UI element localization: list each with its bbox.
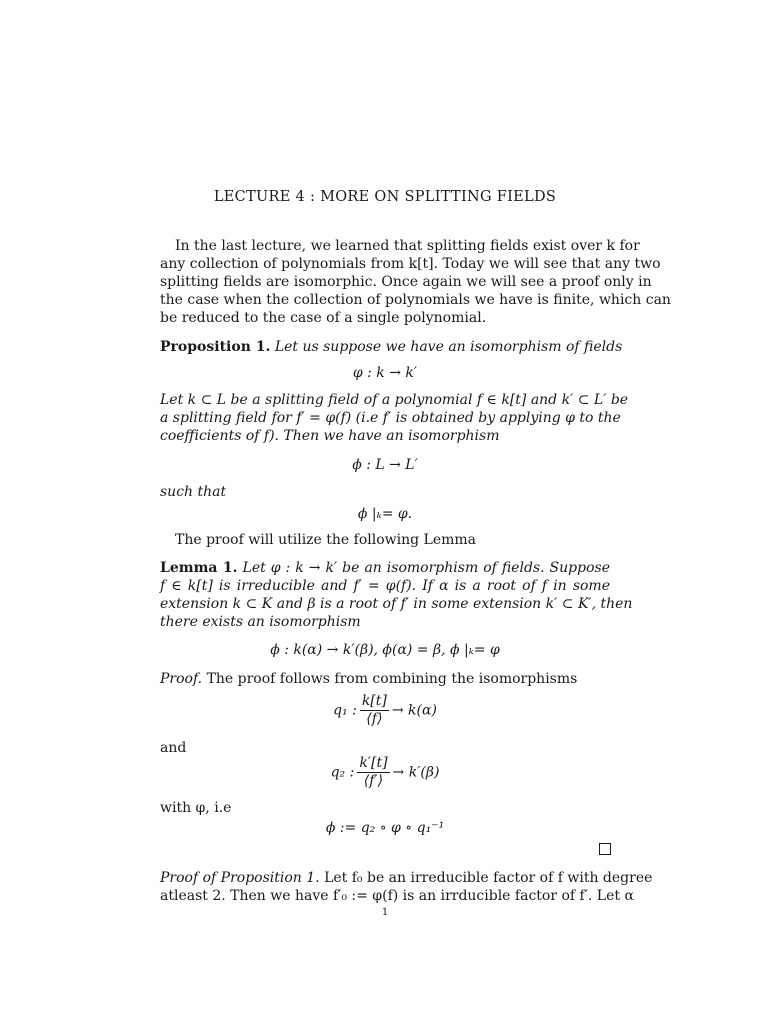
proposition-body	[160, 391, 629, 445]
proposition-1-heading	[160, 338, 623, 356]
proposition-text: Let us suppose we have an isomorphism of fields	[274, 339, 623, 355]
lemma-line: f ∈ k[t] is irreducible and f′ = φ(f). If α is a root of f in some	[160, 578, 610, 594]
equation-restriction: ϕ |ₖ= φ.	[357, 506, 413, 522]
proof-start: Proof. The proof follows from combining the isomorphisms	[160, 671, 578, 687]
equation-lemma: ϕ : k(α) → k′(β), ϕ(α) = β, ϕ |ₖ= φ	[270, 642, 500, 658]
equation-composition: ϕ := q₂ ∘ φ ∘ q₁⁻¹	[325, 820, 445, 836]
such-that: such that	[160, 484, 227, 500]
lemma-line: extension k ⊂ K and β is a root of f′ in some extension k′ ⊂ K′, then	[160, 596, 633, 612]
intro-line: be reduced to the case of a single polynomial.	[160, 310, 487, 326]
equation-varphi: ϕ : L → L′	[352, 457, 418, 473]
proposition-line: Let k ⊂ L be a splitting field of a polynomial f ∈ k[t] and k′ ⊂ L′ be	[160, 392, 629, 408]
with-text: with φ, i.e	[160, 800, 232, 816]
intro-line: In the last lecture, we learned that splitting fields exist over k for	[175, 238, 640, 254]
equation-q1: q₁ : $\frac{k[t]}{⟨f⟩}$ → k(α)	[333, 693, 437, 727]
intro-line: any collection of polynomials from k[t]. Today we will see that any two	[160, 256, 661, 272]
proof-label: Proof.	[160, 671, 203, 687]
proof-of-proposition-label: Proof of Proposition 1.	[160, 870, 320, 886]
and-text: and	[160, 740, 187, 756]
page-title: LECTURE 4 : MORE ON SPLITTING FIELDS	[213, 189, 557, 205]
proposition-line: coefficients of f). Then we have an isomorphism	[160, 428, 500, 444]
lemma-1: Lemma 1. Let φ : k → k′ be an isomorphism of fields. Suppose f ∈ k[t] is irreducible and f′ = φ(f). If α is a root of f in some extension k ⊂ K and β is a root of f′ in some extension k′ ⊂ K′, then there exists an isomorphism	[160, 560, 633, 630]
proof-of-proposition: Proof of Proposition 1. Let f₀ be an irreducible factor of f with degree atleast 2. Then we have f′₀ := φ(f) is an irrducible factor of f′. Let α	[160, 870, 653, 904]
paper-page	[160, 0, 671, 1024]
intro-line: the case when the collection of polynomials we have is finite, which can	[160, 292, 671, 308]
qed-square-icon	[599, 843, 611, 855]
intro-line: splitting fields are isomorphic. Once again we will see a proof only in	[160, 274, 652, 290]
lemma-line: there exists an isomorphism	[160, 614, 361, 630]
proposition-line: a splitting field for f′ = φ(f) (i.e f′ is obtained by applying φ to the	[160, 410, 621, 426]
equation-phi: φ : k → k′	[352, 365, 418, 381]
lemma-label: Lemma 1.	[160, 560, 238, 576]
lemma-intro: The proof will utilize the following Lemma	[175, 532, 477, 548]
page-number: 1	[381, 907, 389, 918]
intro-paragraph	[160, 237, 671, 327]
equation-q2: q₂ : $\frac{k'[t]}{⟨f'⟩}$ → k′(β)	[330, 755, 440, 789]
proposition-label: Proposition 1.	[160, 339, 271, 355]
proof-line: atleast 2. Then we have f′₀ := φ(f) is an irrducible factor of f′. Let α	[160, 888, 634, 904]
